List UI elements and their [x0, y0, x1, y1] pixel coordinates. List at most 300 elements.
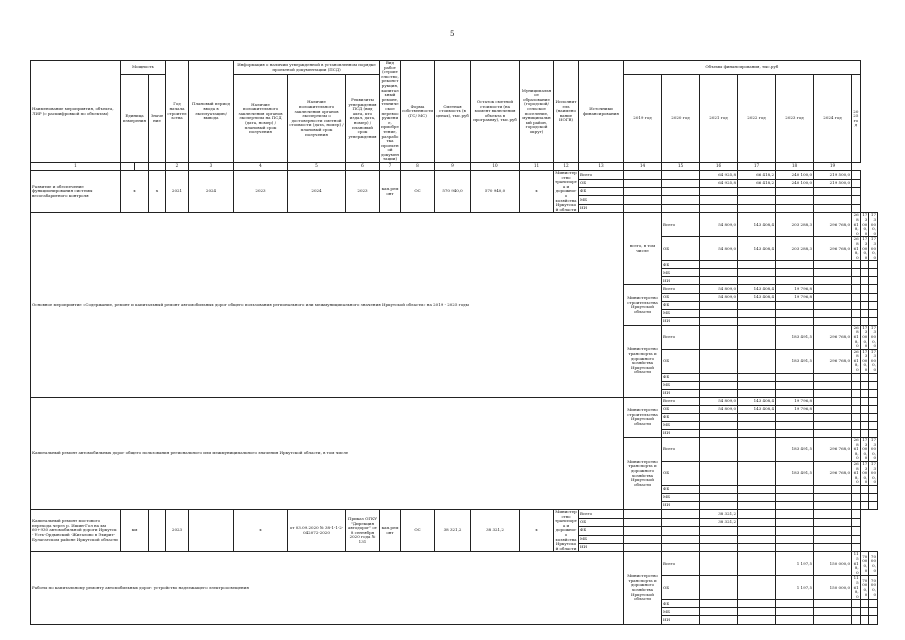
amount-cell — [624, 510, 662, 518]
amount-cell — [869, 485, 878, 493]
amount-cell: 296 768,0 — [814, 349, 852, 373]
amount-cell — [814, 494, 852, 502]
amount-cell — [700, 188, 738, 196]
amount-cell — [869, 616, 878, 624]
amount-cell — [738, 421, 776, 429]
header-name: Наименование мероприятия, объекта, ЛИР (с расшифровкой по объектам) — [31, 61, 121, 163]
amount-cell — [700, 381, 738, 389]
amount-cell — [869, 301, 878, 309]
amount-cell — [814, 421, 852, 429]
amount-cell — [700, 204, 738, 212]
funding-table-body — [31, 61, 878, 625]
object-name: Капитальный ремонт мостового перехода через р. Ишин-Гол на км 60+930 автомобильной дороги Иркутск - Усть-Ордынский -Жигалово в Эхирит-Булагатском районе Иркутской области — [31, 510, 121, 552]
amount-cell — [738, 389, 776, 397]
amount-cell: 173 000,0 — [860, 438, 869, 462]
amount-cell: 183 491,5 — [776, 438, 814, 462]
amount-cell — [852, 543, 861, 551]
source-cell: ОБ — [662, 576, 700, 600]
amount-cell — [700, 301, 738, 309]
ownership: ОС — [401, 171, 435, 213]
amount-cell — [852, 518, 861, 526]
source-cell: Всего — [579, 510, 624, 518]
amount-cell — [776, 502, 814, 510]
amount-cell — [860, 421, 869, 429]
amount-cell — [869, 502, 878, 510]
amount-cell — [738, 494, 776, 502]
amount-cell — [776, 301, 814, 309]
amount-cell — [814, 518, 852, 526]
amount-cell — [738, 349, 776, 373]
amount-cell — [814, 405, 852, 413]
amount-cell — [700, 277, 738, 285]
amount-cell — [852, 485, 861, 493]
amount-cell — [700, 600, 738, 608]
amount-cell — [776, 309, 814, 317]
amount-cell — [869, 285, 878, 293]
amount-cell — [624, 527, 662, 535]
source-cell: ОБ — [579, 518, 624, 526]
amount-cell — [869, 494, 878, 502]
amount-cell — [700, 527, 738, 535]
col-number — [121, 163, 135, 171]
amount-cell — [700, 421, 738, 429]
amount-cell: 173 000,0 — [869, 325, 878, 349]
amount-cell: 19 796,8 — [776, 397, 814, 405]
source-cell: ФБ — [662, 413, 700, 421]
source-cell: МБ — [662, 269, 700, 277]
amount-cell — [852, 293, 861, 301]
amount-cell — [662, 527, 700, 535]
source-cell: ОБ — [662, 293, 700, 301]
amount-cell — [860, 485, 869, 493]
amount-cell — [738, 518, 776, 526]
amount-cell: 296 768,0 — [814, 325, 852, 349]
source-cell: МБ — [662, 608, 700, 616]
amount-cell: 296 768,0 — [814, 237, 852, 261]
header-estimated-cost: Сметная стоимость (в ценах), тыс.руб — [435, 61, 471, 163]
amount-cell — [869, 600, 878, 608]
col-number: 18 — [776, 163, 814, 171]
amount-cell: 38 321,2 — [700, 510, 738, 518]
executor: Министерство транспорта и дорожного хозяйства Иркутской области — [624, 438, 662, 510]
amount-cell — [860, 269, 869, 277]
amount-cell: 183 491,5 — [776, 325, 814, 349]
amount-cell: 173 000,0 — [869, 349, 878, 373]
amount-cell: 143 408,4 — [738, 237, 776, 261]
amount-cell — [776, 204, 814, 212]
amount-cell: 143 408,4 — [738, 405, 776, 413]
amount-cell — [869, 405, 878, 413]
amount-cell — [738, 576, 776, 600]
amount-cell — [814, 510, 852, 518]
amount-cell — [852, 494, 861, 502]
amount-cell: 115 618,0 — [852, 576, 861, 600]
header-executor: Исполнитель (наименование ИОГВ) — [554, 61, 579, 163]
amount-cell — [860, 397, 869, 405]
amount-cell: 173 000,0 — [860, 325, 869, 349]
amount-cell — [860, 405, 869, 413]
amount-cell — [700, 389, 738, 397]
amount-cell: 70 000,0 — [860, 576, 869, 600]
power-unit: км — [121, 510, 149, 552]
amount-cell: 268 618,0 — [852, 438, 861, 462]
amount-cell — [814, 535, 852, 543]
amount-cell — [869, 389, 878, 397]
amount-cell — [662, 510, 700, 518]
amount-cell: 173 000,0 — [869, 438, 878, 462]
header-year: 2020 год — [662, 75, 700, 163]
amount-cell — [852, 261, 861, 269]
amount-cell — [869, 261, 878, 269]
amount-cell — [776, 421, 814, 429]
amount-cell — [700, 349, 738, 373]
amount-cell — [738, 309, 776, 317]
amount-cell — [860, 261, 869, 269]
amount-cell — [814, 608, 852, 616]
source-cell: ИИ — [579, 204, 624, 212]
page-number: 5 — [450, 30, 455, 38]
col-number: 12 — [554, 163, 579, 171]
source-cell: ИИ — [662, 317, 700, 325]
amount-cell — [852, 527, 861, 535]
executor: Министерство транспорта и дорожного хозяйства Иркутской области — [555, 509, 577, 551]
header-ownership: Форма собственности (ГС/ МС) — [401, 61, 435, 163]
amount-cell: 296 768,0 — [814, 438, 852, 462]
amount-cell — [738, 438, 776, 462]
amount-cell — [852, 502, 861, 510]
amount-cell — [814, 301, 852, 309]
source-cell: Всего — [662, 552, 700, 576]
source-cell: МБ — [662, 309, 700, 317]
amount-cell — [624, 171, 662, 179]
source-cell: ИИ — [662, 389, 700, 397]
source-cell: ФБ — [662, 373, 700, 381]
amount-cell: 64 925,8 — [700, 171, 738, 179]
amount-cell — [662, 188, 700, 196]
amount-cell: 296 768,0 — [814, 462, 852, 486]
amount-cell — [869, 397, 878, 405]
source-cell: ИИ — [579, 543, 624, 551]
header-year: 2023 год — [776, 75, 814, 163]
amount-cell — [776, 485, 814, 493]
amount-cell — [852, 171, 861, 179]
amount-cell — [738, 188, 776, 196]
amount-cell: 54 809,0 — [700, 397, 738, 405]
amount-cell — [814, 397, 852, 405]
amount-cell — [869, 381, 878, 389]
amount-cell — [860, 600, 869, 608]
header-psd-approved: Реквизиты утверждения ПСД (вид акта, кто издал, дата, номер) / плановый срок утверждения — [346, 75, 380, 163]
year-start: 2023 — [166, 510, 189, 552]
event-name: Работы по капитальному ремонту автомобильных дорог: устройство надлежащего электроосвещения — [31, 552, 624, 624]
header-funding-group: Объемы финансирования, тыс.руб — [624, 61, 861, 75]
amount-cell — [852, 204, 861, 212]
amount-cell — [738, 608, 776, 616]
amount-cell — [776, 600, 814, 608]
amount-cell — [814, 527, 852, 535]
amount-cell — [852, 608, 861, 616]
source-cell: Всего — [662, 213, 700, 237]
source-cell: ФБ — [579, 527, 624, 535]
col-number: 17 — [738, 163, 776, 171]
amount-cell — [852, 397, 861, 405]
amount-cell — [852, 269, 861, 277]
amount-cell — [738, 269, 776, 277]
amount-cell — [700, 317, 738, 325]
table-row — [31, 213, 878, 237]
amount-cell — [814, 196, 852, 204]
amount-cell — [860, 309, 869, 317]
header-docs-group: Информация о наличии утвержденной в установленном порядке проектной документации (ПСД) — [234, 61, 380, 75]
amount-cell: 240 100,0 — [776, 179, 814, 187]
amount-cell — [814, 204, 852, 212]
amount-cell — [852, 616, 861, 624]
header-remaining-cost: Остаток сметной стоимости (на момент включения объекта в программу), тыс.руб — [471, 61, 520, 163]
amount-cell — [776, 381, 814, 389]
col-number: 10 — [471, 163, 520, 171]
amount-cell — [776, 494, 814, 502]
amount-cell — [814, 293, 852, 301]
amount-cell: 268 618,0 — [852, 462, 861, 486]
power-value — [149, 510, 166, 552]
source-cell: МБ — [662, 494, 700, 502]
amount-cell: 268 618,0 — [852, 349, 861, 373]
amount-cell: 219 500,0 — [814, 171, 852, 179]
amount-cell — [700, 325, 738, 349]
executor: Министерство транспорта и дорожного хозяйства Иркутской области — [624, 325, 662, 397]
source-cell: ОБ — [662, 405, 700, 413]
amount-cell — [814, 381, 852, 389]
event-name: Основное мероприятие «Содержание, ремонт и капитальный ремонт автомобильных дорог общего пользования регионального или межмуниципального значения Иркутской области» на 2019 - 2025 годы — [31, 213, 624, 397]
estimated-cost: 38 321,2 — [435, 510, 471, 552]
amount-cell — [700, 462, 738, 486]
amount-cell — [860, 608, 869, 616]
col-number — [135, 163, 149, 171]
amount-cell — [662, 179, 700, 187]
amount-cell — [852, 421, 861, 429]
amount-cell — [776, 413, 814, 421]
source-cell: ОБ — [662, 349, 700, 373]
amount-cell — [662, 196, 700, 204]
amount-cell — [814, 317, 852, 325]
amount-cell — [738, 325, 776, 349]
amount-cell: 173 000,0 — [869, 213, 878, 237]
amount-cell — [776, 389, 814, 397]
amount-cell — [814, 600, 852, 608]
amount-cell — [738, 510, 776, 518]
amount-cell: 173 000,0 — [860, 462, 869, 486]
header-year-start: Год начала строительства — [166, 61, 189, 163]
amount-cell — [814, 188, 852, 196]
funding-table-frame — [30, 60, 878, 622]
amount-cell — [700, 373, 738, 381]
amount-cell — [700, 269, 738, 277]
amount-cell — [860, 389, 869, 397]
amount-cell — [869, 413, 878, 421]
source-cell: ФБ — [662, 485, 700, 493]
amount-cell: 296 768,0 — [814, 213, 852, 237]
amount-cell: 173 000,0 — [869, 237, 878, 261]
amount-cell — [869, 309, 878, 317]
amount-cell — [869, 293, 878, 301]
amount-cell: 240 100,0 — [776, 171, 814, 179]
year-start: 2021 — [166, 171, 189, 213]
amount-cell — [852, 196, 861, 204]
amount-cell — [738, 535, 776, 543]
amount-cell — [869, 277, 878, 285]
amount-cell — [624, 196, 662, 204]
source-cell: ОБ — [662, 237, 700, 261]
amount-cell — [869, 373, 878, 381]
amount-cell — [738, 527, 776, 535]
psd-approved: 2023 — [346, 171, 380, 213]
amount-cell: 38 321,2 — [700, 518, 738, 526]
amount-cell — [776, 261, 814, 269]
amount-cell — [662, 171, 700, 179]
source-cell: ФБ — [579, 188, 624, 196]
amount-cell: 183 491,5 — [776, 462, 814, 486]
col-number: 19 — [814, 163, 852, 171]
amount-cell — [700, 438, 738, 462]
amount-cell — [860, 381, 869, 389]
amount-cell: 143 408,4 — [738, 397, 776, 405]
amount-cell — [776, 616, 814, 624]
col-number: 1 — [31, 163, 121, 171]
amount-cell: 70 000,0 — [860, 552, 869, 576]
header-power-group: Мощность — [121, 61, 166, 75]
header-year-plan: Плановый период ввода в эксплуатацию/ вывода — [189, 61, 234, 163]
amount-cell: 173 000,0 — [860, 213, 869, 237]
amount-cell — [624, 535, 662, 543]
amount-cell — [738, 616, 776, 624]
amount-cell — [738, 543, 776, 551]
year-plan — [189, 510, 234, 552]
source-cell: Всего — [579, 171, 624, 179]
amount-cell: 70 000,0 — [869, 576, 878, 600]
amount-cell — [814, 309, 852, 317]
amount-cell: 203 288,3 — [776, 213, 814, 237]
amount-cell — [814, 413, 852, 421]
col-number: 8 — [401, 163, 435, 171]
amount-cell — [869, 317, 878, 325]
amount-cell — [624, 543, 662, 551]
amount-cell — [860, 616, 869, 624]
amount-cell — [860, 429, 869, 437]
amount-cell — [852, 405, 861, 413]
amount-cell: 268 618,0 — [852, 237, 861, 261]
amount-cell — [814, 389, 852, 397]
remaining-cost: 38 321,2 — [471, 510, 520, 552]
header-power-unit: Единица измерения — [121, 75, 149, 163]
power-unit: х — [121, 171, 149, 213]
amount-cell: 143 408,4 — [738, 285, 776, 293]
amount-cell — [814, 485, 852, 493]
amount-cell — [738, 317, 776, 325]
amount-cell — [852, 373, 861, 381]
amount-cell — [700, 552, 738, 576]
amount-cell — [776, 543, 814, 551]
header-work-type: Вид работ (строительство, реконструкция, капитальный ремонт, техническое перевооружение, приобретение, разработка проектной документации) — [381, 60, 399, 162]
amount-cell: 183 491,5 — [776, 349, 814, 373]
source-cell: ФБ — [662, 301, 700, 309]
amount-cell — [860, 277, 869, 285]
header-year: 2019 год — [624, 75, 662, 163]
amount-cell — [662, 204, 700, 212]
amount-cell — [662, 535, 700, 543]
amount-cell — [776, 608, 814, 616]
source-cell: Всего — [662, 397, 700, 405]
amount-cell: 115 618,0 — [852, 552, 861, 576]
table-row — [31, 510, 878, 518]
amount-cell — [700, 502, 738, 510]
source-cell: ФБ — [662, 261, 700, 269]
amount-cell — [814, 373, 852, 381]
estimated-cost: 570 940,0 — [435, 171, 471, 213]
source-cell: Всего — [662, 285, 700, 293]
amount-cell — [776, 196, 814, 204]
amount-cell — [738, 261, 776, 269]
amount-cell: 219 500,0 — [814, 179, 852, 187]
amount-cell — [776, 429, 814, 437]
amount-cell — [776, 518, 814, 526]
col-number: 4 — [234, 163, 288, 171]
amount-cell — [624, 518, 662, 526]
col-number: 3 — [189, 163, 234, 171]
amount-cell: 54 809,0 — [700, 405, 738, 413]
source-cell: Всего — [662, 438, 700, 462]
object-name: Развитие и обеспечение функционирования системы весогабаритного контроля — [31, 171, 121, 213]
amount-cell — [738, 485, 776, 493]
amount-cell — [700, 608, 738, 616]
amount-cell — [814, 269, 852, 277]
amount-cell — [852, 381, 861, 389]
amount-cell: 173 000,0 — [860, 349, 869, 373]
amount-cell: 203 288,3 — [776, 237, 814, 261]
amount-cell — [700, 196, 738, 204]
amount-cell — [860, 502, 869, 510]
col-number: 15 — [662, 163, 700, 171]
amount-cell — [852, 277, 861, 285]
source-cell: МБ — [579, 535, 624, 543]
header-year: 2024 год — [814, 75, 852, 163]
amount-cell — [852, 309, 861, 317]
amount-cell — [814, 429, 852, 437]
col-number: 13 — [579, 163, 624, 171]
amount-cell: 1 197,5 — [776, 552, 814, 576]
amount-cell — [852, 510, 861, 518]
source-cell: Всего — [662, 325, 700, 349]
executor: Министерство транспорта и дорожного хозяйства Иркутской области — [555, 170, 577, 212]
source-cell: МБ — [662, 421, 700, 429]
municipality: х — [520, 510, 554, 552]
col-number: 16 — [700, 163, 738, 171]
col-number: 11 — [520, 163, 554, 171]
amount-cell — [662, 518, 700, 526]
amount-cell — [814, 616, 852, 624]
amount-cell: 19 796,8 — [776, 285, 814, 293]
table-row — [31, 171, 878, 179]
header-year: 2022 год — [738, 75, 776, 163]
amount-cell — [852, 285, 861, 293]
header-expertise: Наличие положительного заключения органов экспертизы на ПСД (дата, номер) / плановый срок получения — [234, 75, 288, 163]
amount-cell — [700, 494, 738, 502]
amount-cell — [700, 261, 738, 269]
amount-cell — [738, 429, 776, 437]
amount-cell — [869, 269, 878, 277]
header-funding-source: Источники финансирования — [579, 61, 624, 163]
amount-cell — [700, 413, 738, 421]
amount-cell — [624, 179, 662, 187]
